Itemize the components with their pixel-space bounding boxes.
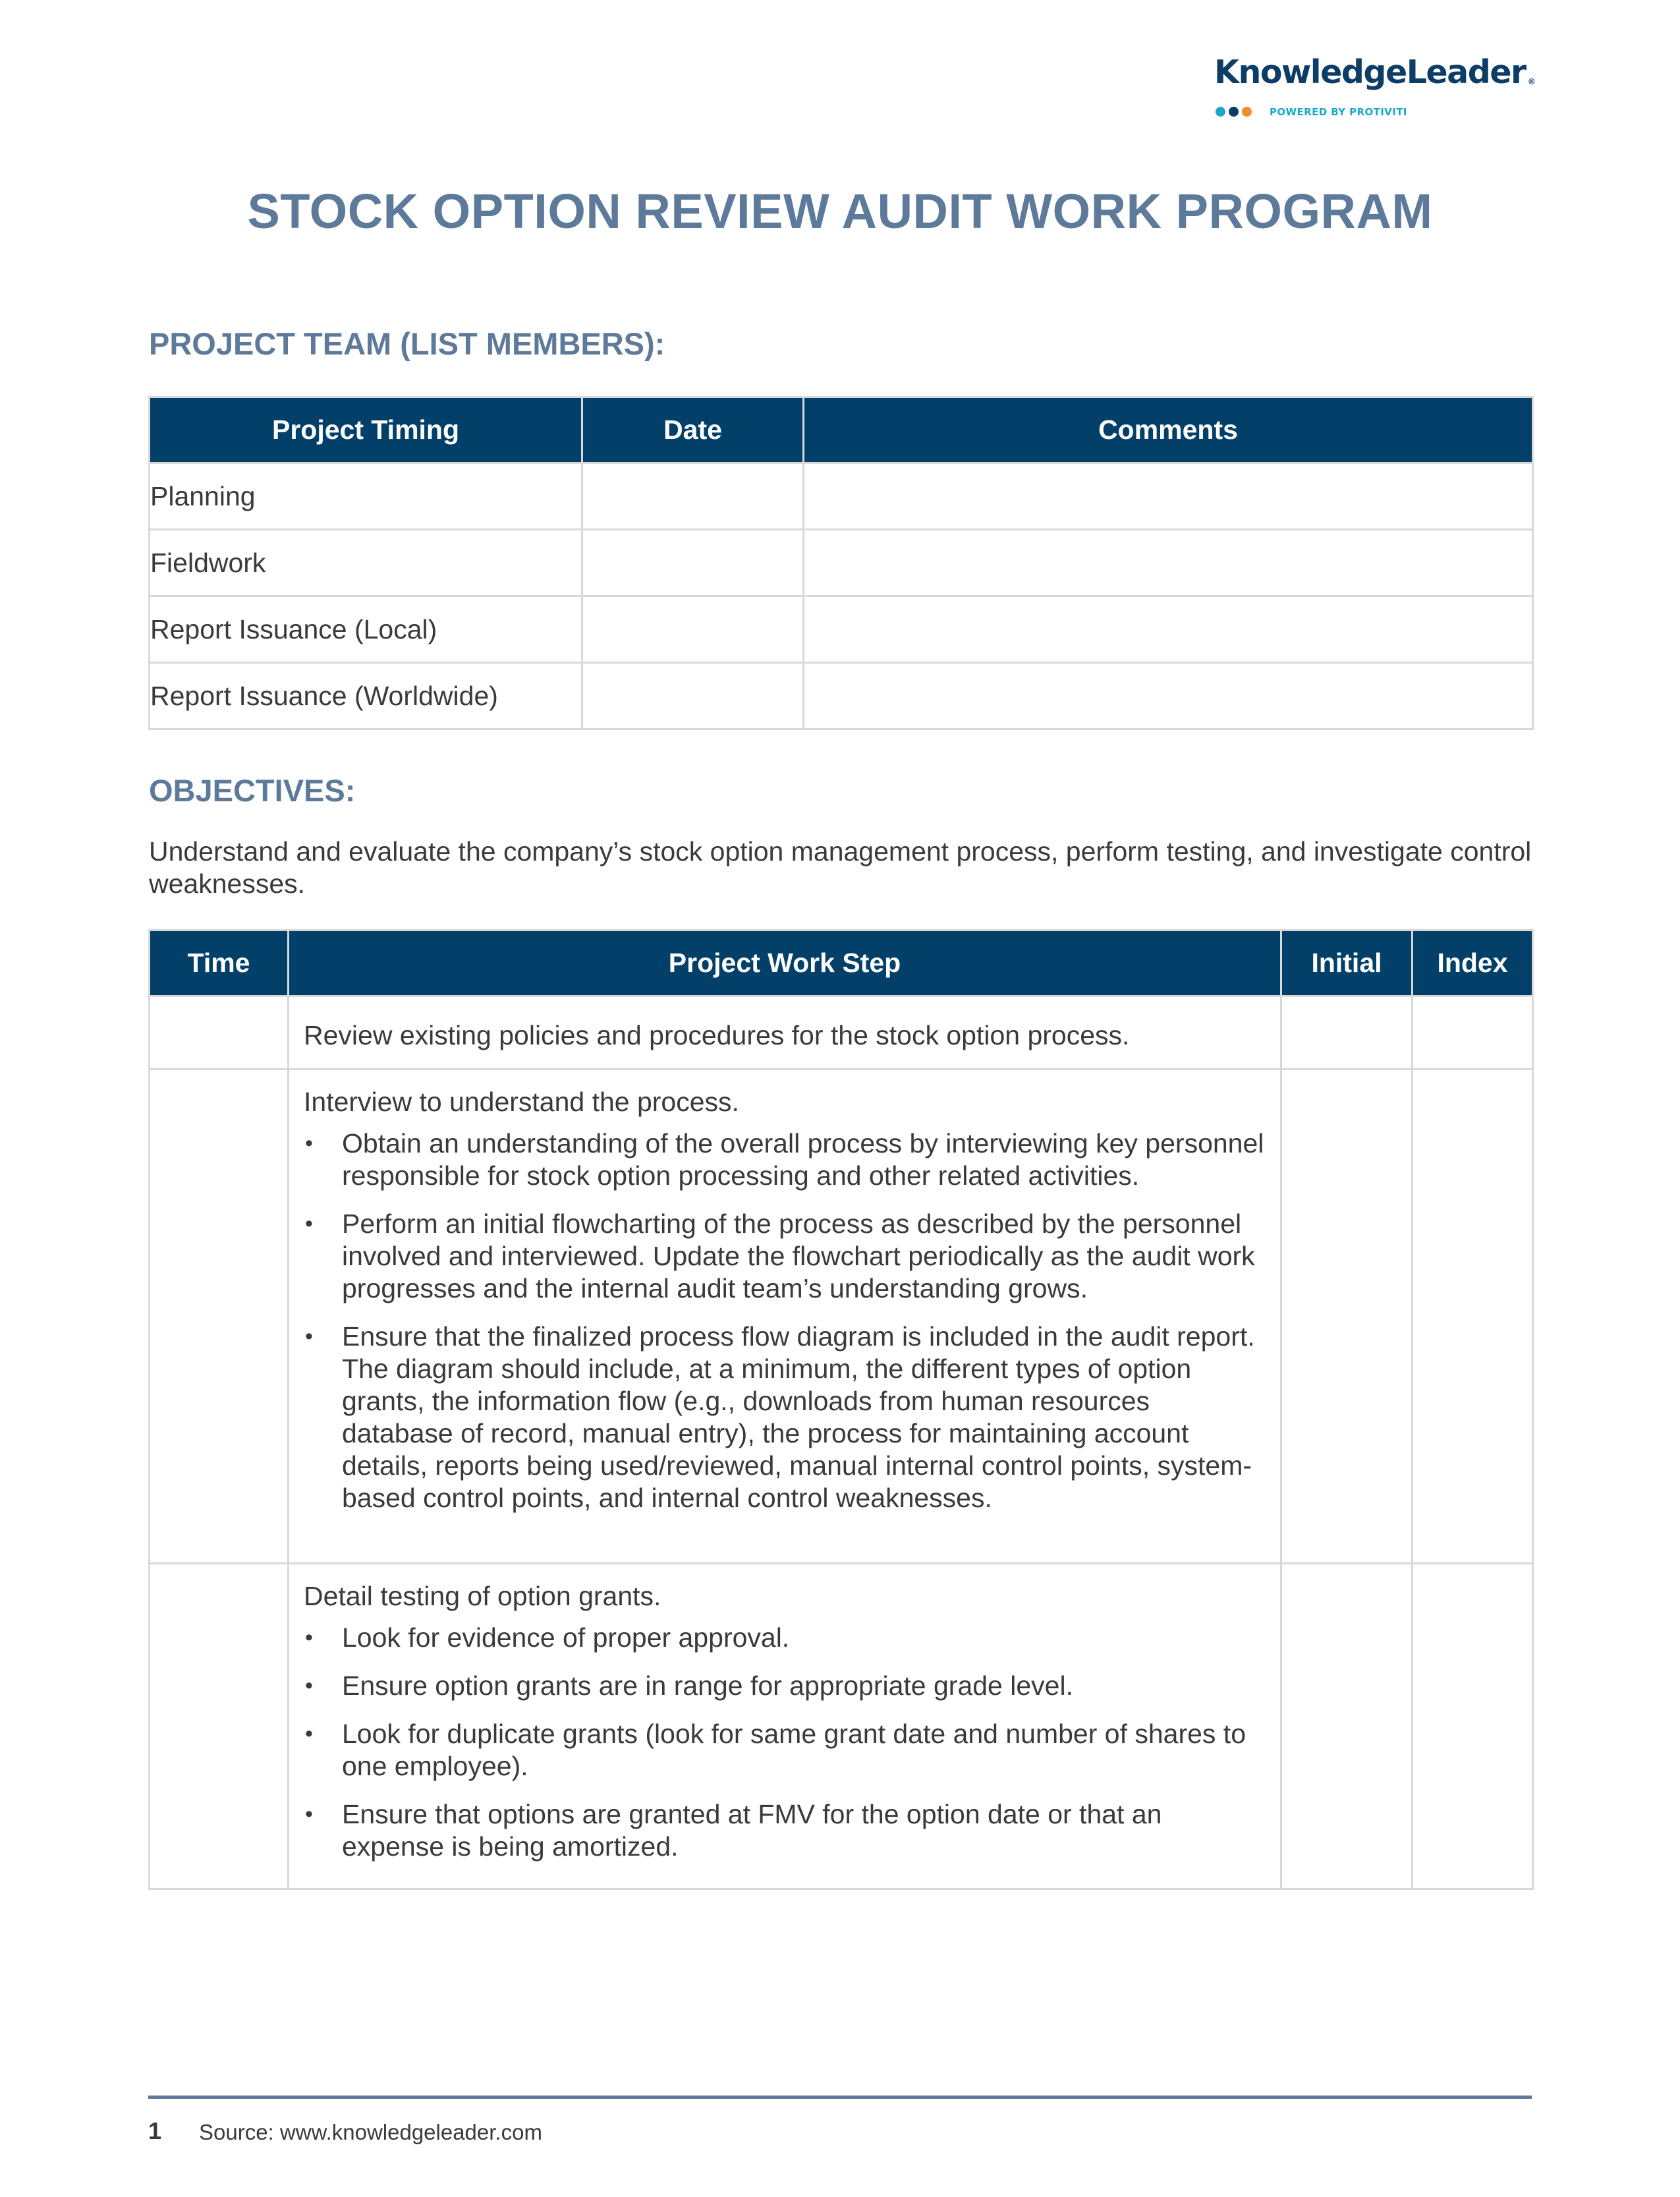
table-row	[150, 1564, 1533, 1889]
logo-tagline: POWERED BY PROTIVITI	[1270, 106, 1407, 118]
bullet-text: Obtain an understanding of the overall process by interviewing key personnel responsible for stock option processing and other related activities.	[342, 1128, 1264, 1191]
table-header-row	[150, 930, 1533, 996]
bullet-item	[304, 1718, 1266, 1783]
work-step-cell	[289, 1070, 1281, 1564]
index-cell[interactable]	[1413, 996, 1533, 1070]
index-cell[interactable]	[1413, 1070, 1533, 1564]
page-number: 1	[148, 2117, 162, 2144]
table-row	[150, 596, 1533, 663]
objectives-text: Understand and evaluate the company’s stock option management process, perform testing, and investigate control weaknesses.	[149, 836, 1532, 899]
timing-cell: Planning	[150, 463, 582, 530]
work-step-cell	[289, 1564, 1281, 1889]
table-row	[150, 463, 1533, 530]
bullet-icon: •	[305, 1673, 313, 1698]
work-step-bullets	[304, 1127, 1266, 1514]
bullet-icon: •	[305, 1131, 313, 1156]
work-program-table	[148, 929, 1534, 1890]
time-cell[interactable]	[150, 1564, 289, 1889]
date-cell[interactable]	[582, 463, 804, 530]
table-header-row	[150, 397, 1533, 463]
timing-cell: Report Issuance (Worldwide)	[150, 663, 582, 729]
page-title: STOCK OPTION REVIEW AUDIT WORK PROGRAM	[247, 184, 1433, 239]
table-row	[150, 1070, 1533, 1564]
table-row	[150, 663, 1533, 729]
work-step-text: Detail testing of option grants.	[304, 1581, 661, 1611]
column-header-work-step: Project Work Step	[289, 930, 1281, 996]
footer-source: Source: www.knowledgeleader.com	[199, 2120, 542, 2144]
logo-dots-icon	[1216, 107, 1252, 117]
work-step-bullets	[304, 1622, 1266, 1863]
logo-wordmark	[1214, 51, 1534, 94]
bullet-icon: •	[305, 1211, 313, 1236]
bullet-text: Ensure option grants are in range for appropriate grade level.	[342, 1670, 1073, 1701]
table-row	[150, 530, 1533, 596]
date-cell[interactable]	[582, 596, 804, 663]
bullet-item	[304, 1670, 1266, 1702]
column-header-index: Index	[1413, 930, 1533, 996]
bullet-text: Ensure that options are granted at FMV for the option date or that an expense is being amortized.	[342, 1799, 1162, 1862]
footer-divider	[148, 2096, 1532, 2099]
comments-cell[interactable]	[804, 530, 1533, 596]
project-timing-table	[148, 396, 1534, 730]
project-team-heading: PROJECT TEAM (LIST MEMBERS):	[149, 326, 665, 361]
bullet-item	[304, 1127, 1266, 1192]
column-header-date: Date	[582, 397, 804, 463]
bullet-text: Perform an initial flowcharting of the process as described by the personnel involved and interviewed. Update the flowchart periodically as the audit work progresses and the internal audit team’s understanding grows.	[342, 1209, 1255, 1303]
knowledgeleader-logo	[1214, 51, 1544, 130]
date-cell[interactable]	[582, 663, 804, 729]
initial-cell[interactable]	[1281, 1070, 1413, 1564]
registered-mark: ®	[1527, 77, 1536, 86]
bullet-icon: •	[305, 1802, 313, 1827]
work-step-text: Review existing policies and procedures for the stock option process.	[304, 1019, 1130, 1050]
bullet-item	[304, 1321, 1266, 1514]
work-step-text: Interview to understand the process.	[304, 1087, 739, 1117]
initial-cell[interactable]	[1281, 996, 1413, 1070]
objectives-heading: OBJECTIVES:	[149, 773, 356, 808]
bullet-text: Ensure that the finalized process flow diagram is included in the audit report. The diagram should include, at a minimum, the different types of option grants, the information flow (e.g., downloads from human resources database of record, manual entry), the process for maintaining account details, reports being used/reviewed, manual internal control points, system-based control points, and internal control weaknesses.	[342, 1321, 1255, 1513]
timing-cell: Fieldwork	[150, 530, 582, 596]
table-row	[150, 996, 1533, 1070]
bullet-item	[304, 1622, 1266, 1654]
index-cell[interactable]	[1413, 1564, 1533, 1889]
cyan-dot-icon	[1216, 107, 1225, 117]
orange-dot-icon	[1242, 107, 1252, 117]
column-header-comments: Comments	[804, 397, 1533, 463]
time-cell[interactable]	[150, 996, 289, 1070]
date-cell[interactable]	[582, 530, 804, 596]
initial-cell[interactable]	[1281, 1564, 1413, 1889]
comments-cell[interactable]	[804, 663, 1533, 729]
bullet-icon: •	[305, 1721, 313, 1746]
column-header-time: Time	[150, 930, 289, 996]
column-header-project-timing: Project Timing	[150, 397, 582, 463]
bullet-item	[304, 1798, 1266, 1863]
work-step-cell	[289, 996, 1281, 1070]
navy-dot-icon	[1229, 107, 1239, 117]
bullet-icon: •	[305, 1625, 313, 1650]
logo-wordmark-text: KnowledgeLeader	[1214, 53, 1526, 91]
comments-cell[interactable]	[804, 596, 1533, 663]
bullet-text: Look for evidence of proper approval.	[342, 1622, 790, 1653]
bullet-text: Look for duplicate grants (look for same grant date and number of shares to one employee).	[342, 1719, 1246, 1781]
comments-cell[interactable]	[804, 463, 1533, 530]
time-cell[interactable]	[150, 1070, 289, 1564]
timing-cell: Report Issuance (Local)	[150, 596, 582, 663]
bullet-item	[304, 1208, 1266, 1305]
bullet-icon: •	[305, 1324, 313, 1349]
column-header-initial: Initial	[1281, 930, 1413, 996]
